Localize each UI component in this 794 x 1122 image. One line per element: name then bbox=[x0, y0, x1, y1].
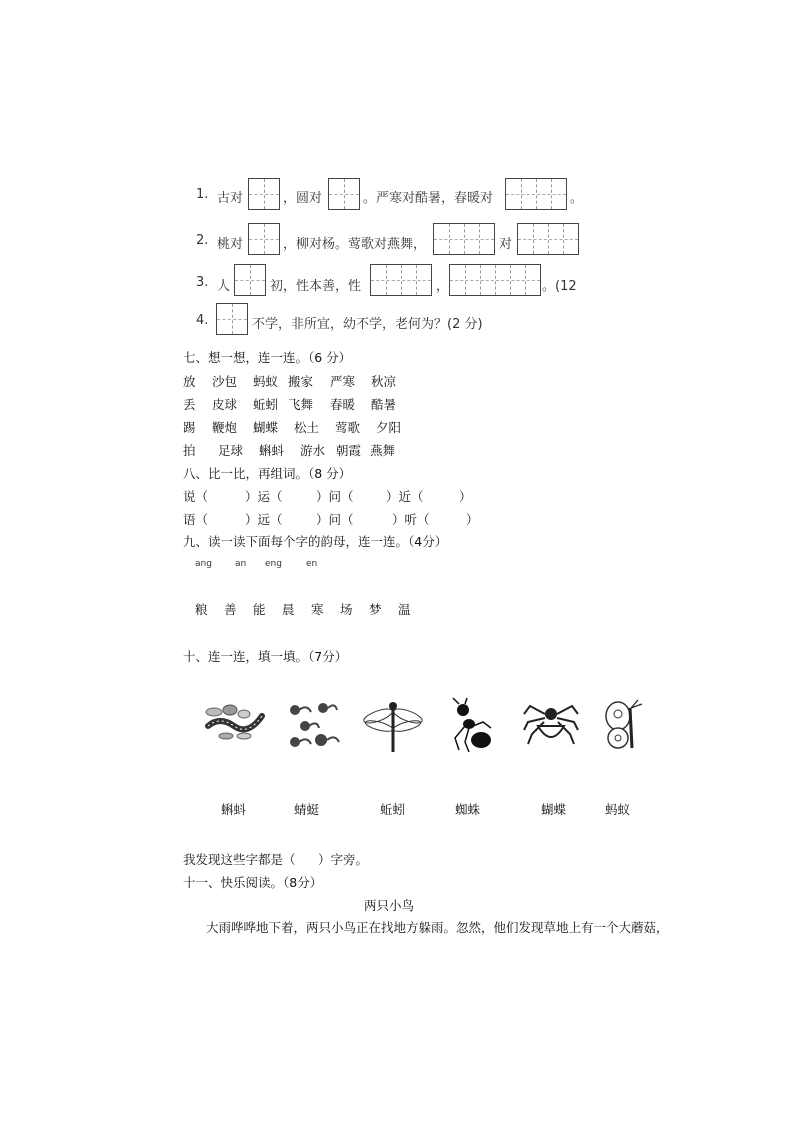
row1-word-b: 秋凉 bbox=[371, 374, 397, 389]
spider-icon bbox=[522, 700, 580, 750]
q2-answer-box-1[interactable] bbox=[248, 223, 280, 255]
compare-r2-d: ）听（ bbox=[392, 512, 430, 527]
q2-number: 2. bbox=[196, 233, 209, 248]
row4-verb: 拍 bbox=[183, 443, 196, 458]
section9-title: 九、读一读下面每个字的韵母，连一连。（4分） bbox=[183, 534, 448, 549]
row4-word-b: 燕舞 bbox=[370, 443, 396, 458]
compare-r1-b: ）运（ bbox=[245, 489, 283, 504]
row1-action: 搬家 bbox=[288, 374, 314, 389]
label-6: 蚂蚁 bbox=[605, 802, 631, 817]
compare-r1-a: 说（ bbox=[183, 489, 209, 504]
worm-icon bbox=[200, 700, 270, 745]
compare-r1-e: ） bbox=[459, 489, 472, 504]
section11-title: 十一、快乐阅读。（8分） bbox=[183, 875, 323, 890]
q4-number: 4. bbox=[196, 313, 209, 328]
q3-number: 3. bbox=[196, 275, 209, 290]
q1-text-a: 古对 bbox=[217, 191, 244, 206]
char-7: 梦 bbox=[369, 602, 382, 617]
row2-verb: 丢 bbox=[183, 397, 196, 412]
label-2: 蜻蜓 bbox=[294, 802, 320, 817]
row1-word-a: 严寒 bbox=[330, 374, 356, 389]
label-1: 蝌蚪 bbox=[221, 802, 247, 817]
char-8: 温 bbox=[398, 602, 411, 617]
q2-text-a: 桃对 bbox=[217, 237, 244, 252]
final-en: en bbox=[306, 559, 318, 569]
q3-text-end: 。(12 bbox=[542, 279, 577, 294]
row3-object: 鞭炮 bbox=[212, 420, 238, 435]
q2-text-b: ，柳对杨。莺歌对燕舞， bbox=[283, 237, 427, 252]
row2-action: 飞舞 bbox=[288, 397, 314, 412]
row4-animal: 蝌蚪 bbox=[259, 443, 285, 458]
row2-object: 皮球 bbox=[212, 397, 238, 412]
q1-answer-box-2[interactable] bbox=[328, 178, 360, 210]
discovery-text-a: 我发现这些字都是（ bbox=[183, 852, 296, 867]
compare-r2-a: 语（ bbox=[183, 512, 209, 527]
row3-action: 松土 bbox=[294, 420, 320, 435]
final-an: an bbox=[235, 559, 247, 569]
q1-number: 1. bbox=[196, 187, 209, 202]
char-1: 粮 bbox=[195, 602, 208, 617]
q3-answer-box-3[interactable] bbox=[449, 264, 541, 296]
q4-text-a: 不学，非所宜，幼不学，老何为？(2 分) bbox=[252, 317, 483, 332]
row3-verb: 踢 bbox=[183, 420, 196, 435]
row1-verb: 放 bbox=[183, 374, 196, 389]
char-3: 能 bbox=[253, 602, 266, 617]
q3-text-c: ， bbox=[436, 279, 450, 294]
q1-text-b: ，圆对 bbox=[283, 191, 323, 206]
compare-r2-e: ） bbox=[466, 512, 479, 527]
row1-animal: 蚂蚁 bbox=[253, 374, 279, 389]
compare-r2-c: ）问（ bbox=[316, 512, 354, 527]
char-2: 善 bbox=[224, 602, 237, 617]
final-eng: eng bbox=[265, 559, 282, 569]
label-5: 蝴蝶 bbox=[541, 802, 567, 817]
q1-answer-box-3[interactable] bbox=[505, 178, 567, 210]
q1-text-end: 。 bbox=[570, 191, 584, 206]
compare-r1-d: ）近（ bbox=[386, 489, 424, 504]
q1-answer-box-1[interactable] bbox=[248, 178, 280, 210]
story-paragraph: 大雨哗哗地下着，两只小鸟正在找地方躲雨。忽然，他们发现草地上有一个大蘑菇， bbox=[206, 920, 669, 935]
ant-icon bbox=[445, 698, 495, 754]
char-4: 晨 bbox=[282, 602, 295, 617]
row3-word-b: 夕阳 bbox=[376, 420, 402, 435]
q2-text-c: 对 bbox=[499, 237, 513, 252]
butterfly-icon bbox=[600, 698, 646, 754]
char-6: 场 bbox=[340, 602, 353, 617]
row4-object: 足球 bbox=[218, 443, 244, 458]
dragonfly-icon bbox=[363, 698, 423, 754]
char-5: 寒 bbox=[311, 602, 324, 617]
q1-text-c: 。严寒对酷暑，春暖对 bbox=[363, 191, 494, 206]
row4-action: 游水 bbox=[300, 443, 326, 458]
q3-answer-box-2[interactable] bbox=[370, 264, 432, 296]
row2-word-b: 酷暑 bbox=[371, 397, 397, 412]
q3-text-b: 初，性本善，性 bbox=[270, 279, 362, 294]
section8-title: 八、比一比，再组词。（8 分） bbox=[183, 466, 352, 481]
q3-answer-box-1[interactable] bbox=[234, 264, 266, 296]
row1-object: 沙包 bbox=[212, 374, 238, 389]
final-ang: ang bbox=[195, 559, 212, 569]
label-4: 蜘蛛 bbox=[455, 802, 481, 817]
q2-answer-box-2[interactable] bbox=[433, 223, 495, 255]
tadpole-icon bbox=[285, 698, 340, 753]
discovery-text-b: ）字旁。 bbox=[318, 852, 369, 867]
row2-word-a: 春暖 bbox=[330, 397, 356, 412]
row3-animal: 蝴蝶 bbox=[253, 420, 279, 435]
compare-r1-c: ）问（ bbox=[316, 489, 354, 504]
section10-title: 十、连一连，填一填。（7分） bbox=[183, 649, 348, 664]
q3-text-a: 人 bbox=[217, 279, 231, 294]
label-3: 蚯蚓 bbox=[380, 802, 406, 817]
q4-answer-box-1[interactable] bbox=[216, 303, 248, 335]
row4-word-a: 朝霞 bbox=[336, 443, 362, 458]
row3-word-a: 莺歌 bbox=[335, 420, 361, 435]
row2-animal: 蚯蚓 bbox=[253, 397, 279, 412]
story-title: 两只小鸟 bbox=[364, 898, 415, 913]
q2-answer-box-3[interactable] bbox=[517, 223, 579, 255]
compare-r2-b: ）远（ bbox=[245, 512, 283, 527]
section7-title: 七、想一想，连一连。（6 分） bbox=[183, 350, 352, 365]
